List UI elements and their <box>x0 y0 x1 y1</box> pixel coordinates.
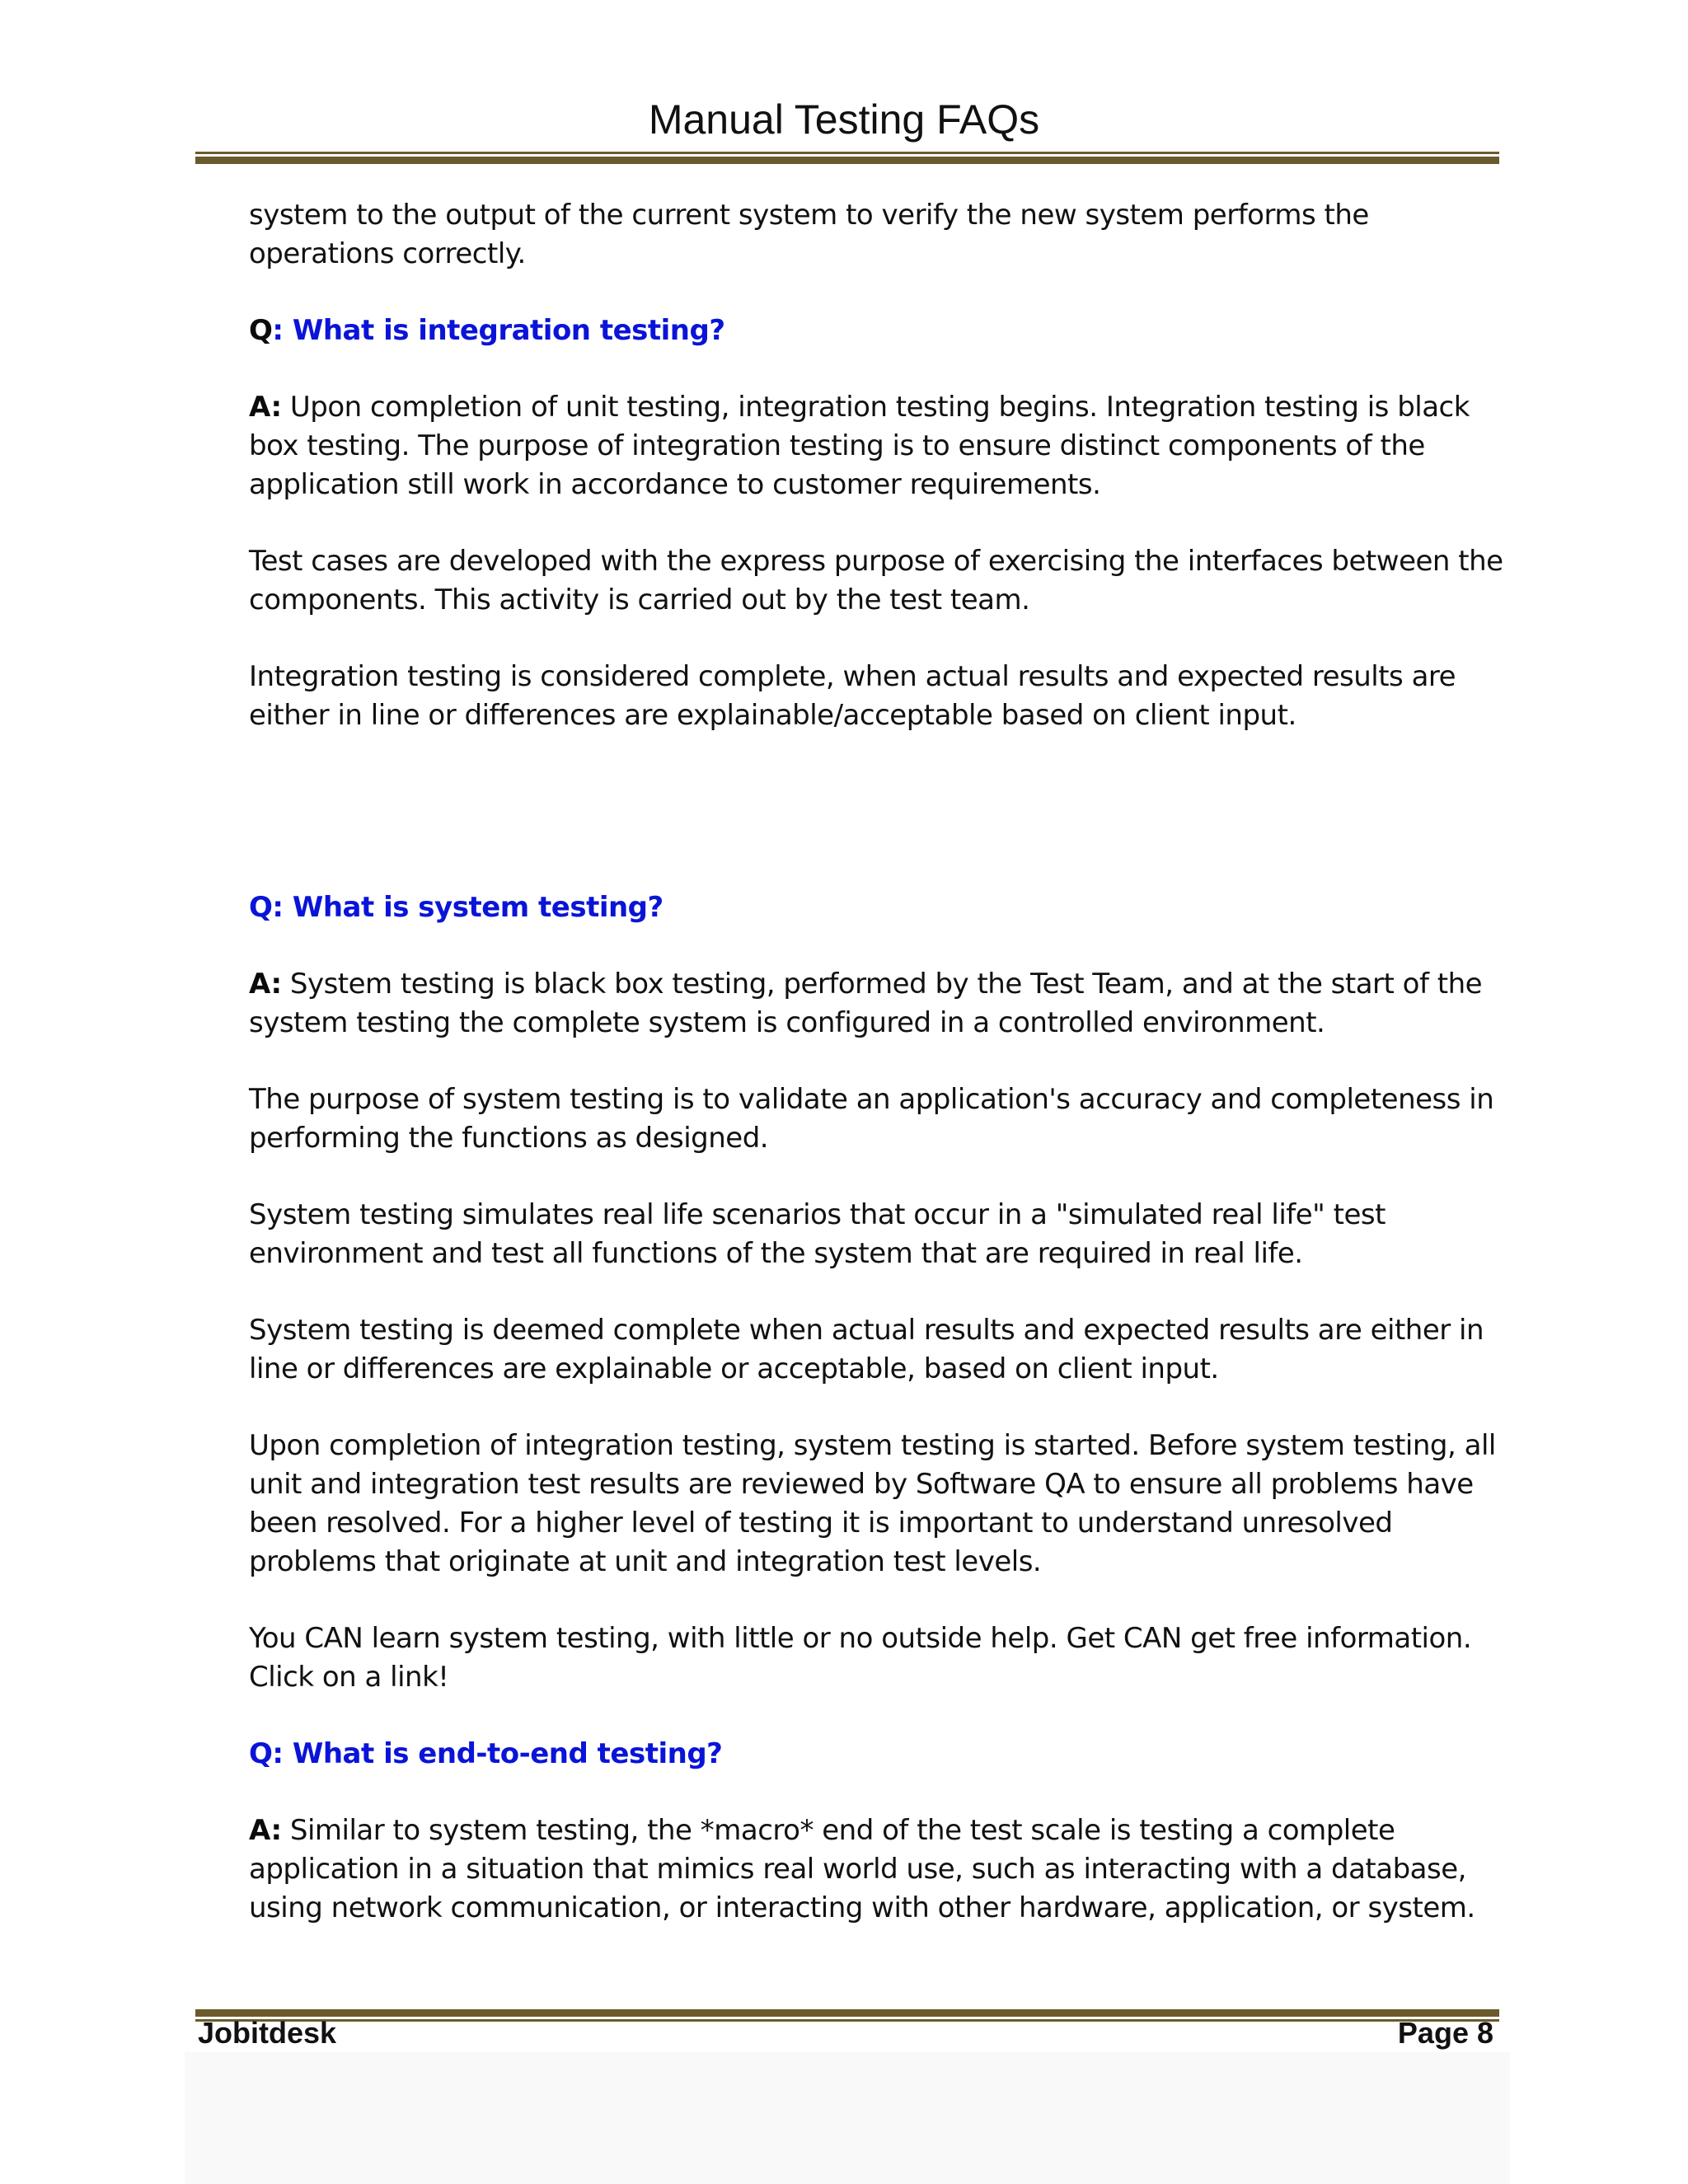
footer-rule <box>195 2009 1499 2022</box>
system-paragraph-3: System testing simulates real life scenarios that occur in a "simulated real life" test environment and test all functions of the system that are required in real life. <box>249 1198 1386 1270</box>
question-end-to-end-testing: Q: What is end-to-end testing? <box>249 1737 723 1770</box>
integration-paragraph-3: Integration testing is considered complete, when actual results and expected results are either in line or differences are explainable/acceptable based on client input. <box>249 660 1456 732</box>
header-rule <box>195 152 1499 164</box>
system-paragraph-5: Upon completion of integration testing, system testing is started. Before system testing, all unit and integration test results are reviewed by Software QA to ensure all problems have been resolved. For a higher level of testing it is important to understand unresolved problems that originate at unit and integration test levels. <box>249 1429 1496 1578</box>
system-paragraph-6: You CAN learn system testing, with little or no outside help. Get CAN get free information. Click on a link! <box>249 1622 1472 1694</box>
answer-system-testing: A: System testing is black box testing, performed by the Test Team, and at the start of the system testing the complete system is configured in a controlled environment. <box>249 968 1483 1039</box>
footer-brand: Jobitdesk <box>198 2016 337 2050</box>
answer-end-to-end-testing: A: Similar to system testing, the *macro* end of the test scale is testing a complete application in a situation that mimics real world use, such as interacting with a database, using network communication, or interacting with other hardware, application, or system. <box>249 1814 1475 1924</box>
system-paragraph-4: System testing is deemed complete when actual results and expected results are either in line or differences are explainable or acceptable, based on client input. <box>249 1314 1484 1385</box>
header-rule-thick <box>195 157 1499 164</box>
intro-paragraph: system to the output of the current system to verify the new system performs the operations correctly. <box>249 199 1369 270</box>
footer-rule-thick <box>195 2009 1499 2017</box>
question-integration-testing: Q: What is integration testing? <box>249 314 725 347</box>
footer-rule-thin <box>195 2019 1499 2022</box>
document-body <box>249 196 1522 1966</box>
page-number: Page 8 <box>1397 2016 1493 2050</box>
system-paragraph-2: The purpose of system testing is to validate an application's accuracy and completeness in performing the functions as designed. <box>249 1083 1494 1155</box>
question-system-testing: Q: What is system testing? <box>249 891 663 924</box>
page-bottom-shade <box>185 2052 1510 2184</box>
integration-paragraph-2: Test cases are developed with the express purpose of exercising the interfaces between the components. This activity is carried out by the test team. <box>249 545 1503 616</box>
answer-integration-testing: A: Upon completion of unit testing, integration testing begins. Integration testing is black box testing. The purpose of integration testing is to ensure distinct components of the application still work in accordance to customer requirements. <box>249 391 1470 501</box>
page-title: Manual Testing FAQs <box>648 96 1040 143</box>
